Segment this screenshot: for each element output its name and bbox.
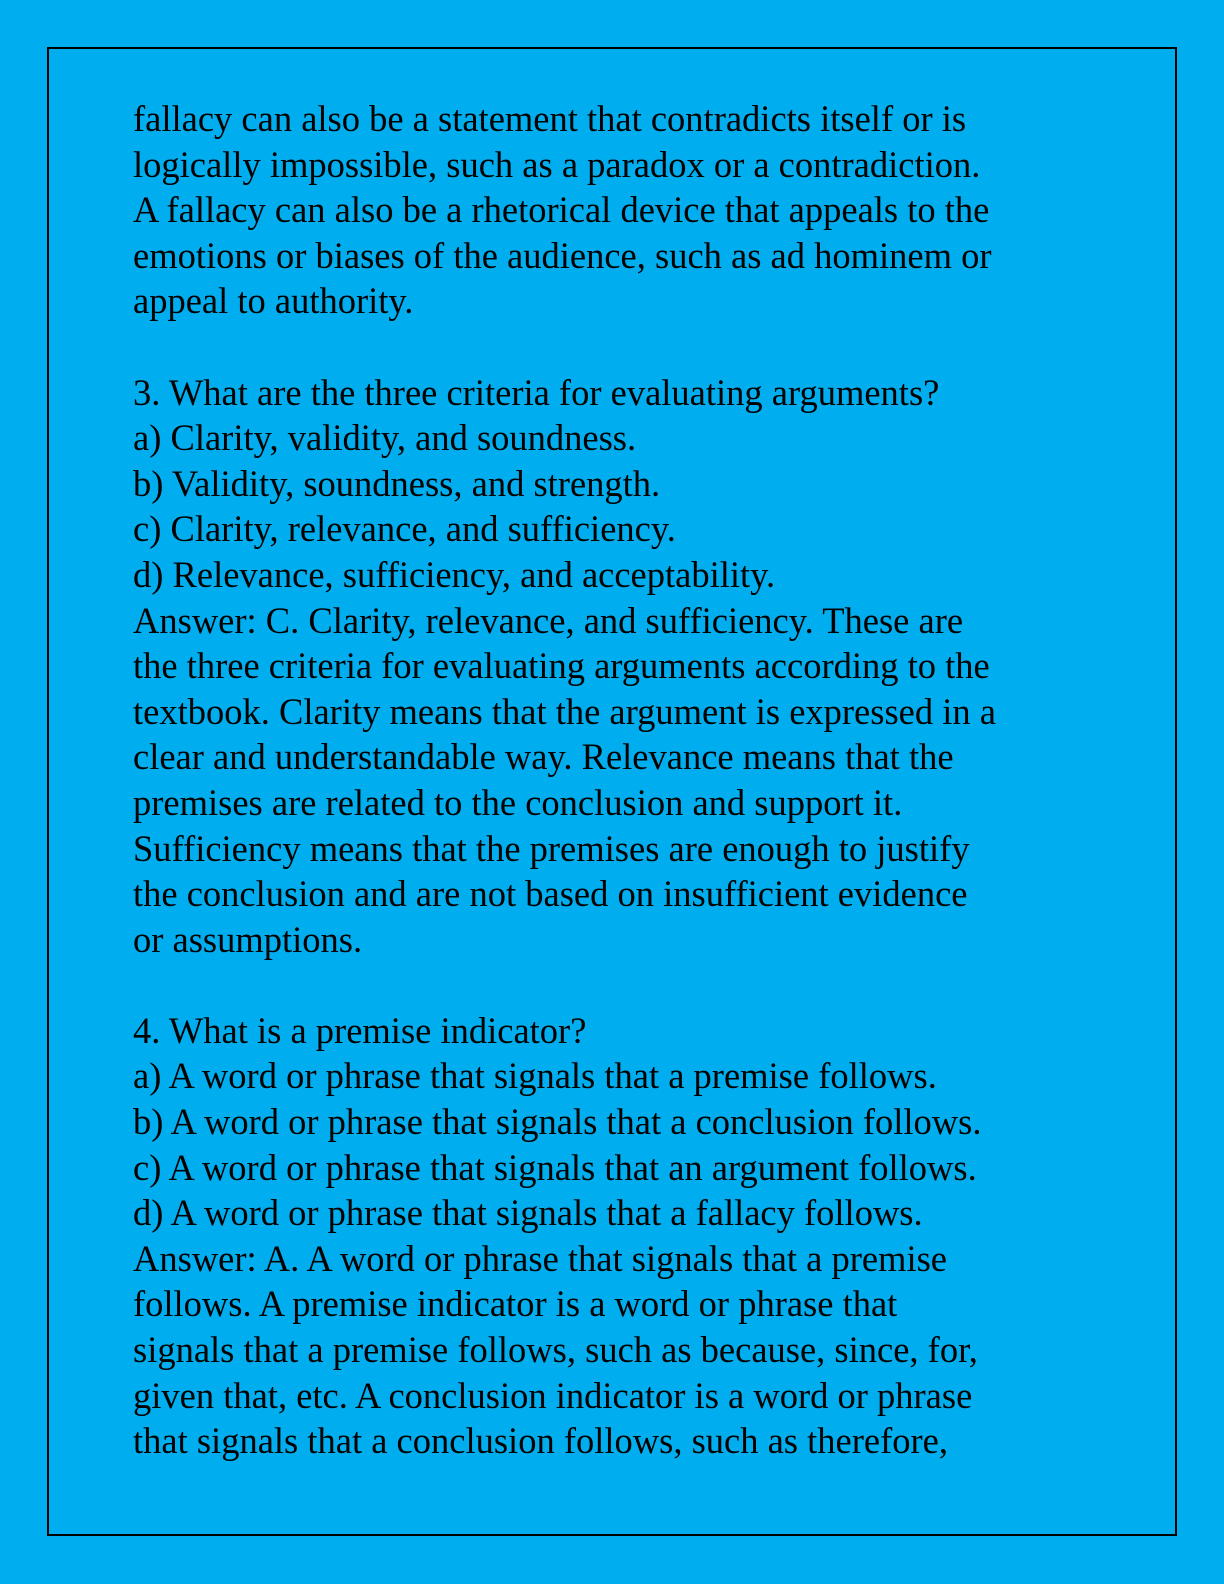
question-3-option-d: d) Relevance, sufficiency, and acceptability.: [133, 553, 776, 595]
intro-line: fallacy can also be a statement that contradicts itself or is: [133, 98, 967, 139]
intro-line: logically impossible, such as a paradox or a contradiction.: [133, 143, 981, 185]
question-4-answer-line: Answer: A. A word or phrase that signals that a premise: [133, 1237, 947, 1279]
question-3-answer-line: Answer: C. Clarity, relevance, and sufficiency. These are: [133, 599, 964, 641]
question-4-block: [133, 1008, 1113, 1464]
question-4-answer-line: that signals that a conclusion follows, such as therefore,: [133, 1420, 948, 1462]
question-3-answer-line: the three criteria for evaluating arguments according to the: [133, 645, 990, 687]
question-3-option-a: a) Clarity, validity, and soundness.: [133, 417, 637, 459]
question-3-text: 3. What are the three criteria for evaluating arguments?: [133, 371, 940, 413]
intro-paragraph: [133, 96, 1113, 324]
paragraph-gap: [133, 324, 1113, 370]
question-3-option-c: c) Clarity, relevance, and sufficiency.: [133, 508, 676, 550]
question-3-answer-line: the conclusion and are not based on insufficient evidence: [133, 873, 968, 915]
question-3-block: [133, 370, 1113, 963]
question-4-option-c: c) A word or phrase that signals that an argument follows.: [133, 1146, 977, 1188]
question-4-option-d: d) A word or phrase that signals that a fallacy follows.: [133, 1192, 923, 1234]
question-3-answer-line: premises are related to the conclusion and support it.: [133, 781, 903, 823]
intro-line: emotions or biases of the audience, such as ad hominem or: [133, 234, 992, 276]
question-4-answer-line: given that, etc. A conclusion indicator is a word or phrase: [133, 1374, 973, 1416]
question-4-answer-line: follows. A premise indicator is a word or phrase that: [133, 1283, 898, 1325]
question-4-option-b: b) A word or phrase that signals that a conclusion follows.: [133, 1101, 982, 1143]
intro-line: appeal to authority.: [133, 280, 414, 322]
intro-line: A fallacy can also be a rhetorical device that appeals to the: [133, 189, 990, 231]
question-3-answer-line: or assumptions.: [133, 918, 363, 960]
question-3-option-b: b) Validity, soundness, and strength.: [133, 462, 661, 504]
paragraph-gap: [133, 962, 1113, 1008]
question-4-option-a: a) A word or phrase that signals that a premise follows.: [133, 1055, 937, 1097]
question-3-answer-line: clear and understandable way. Relevance means that the: [133, 736, 954, 778]
document-body: [133, 96, 1113, 1464]
question-3-answer-line: Sufficiency means that the premises are enough to justify: [133, 827, 970, 869]
question-3-answer-line: textbook. Clarity means that the argument is expressed in a: [133, 690, 996, 732]
question-4-text: 4. What is a premise indicator?: [133, 1009, 587, 1051]
question-4-answer-line: signals that a premise follows, such as because, since, for,: [133, 1329, 978, 1371]
